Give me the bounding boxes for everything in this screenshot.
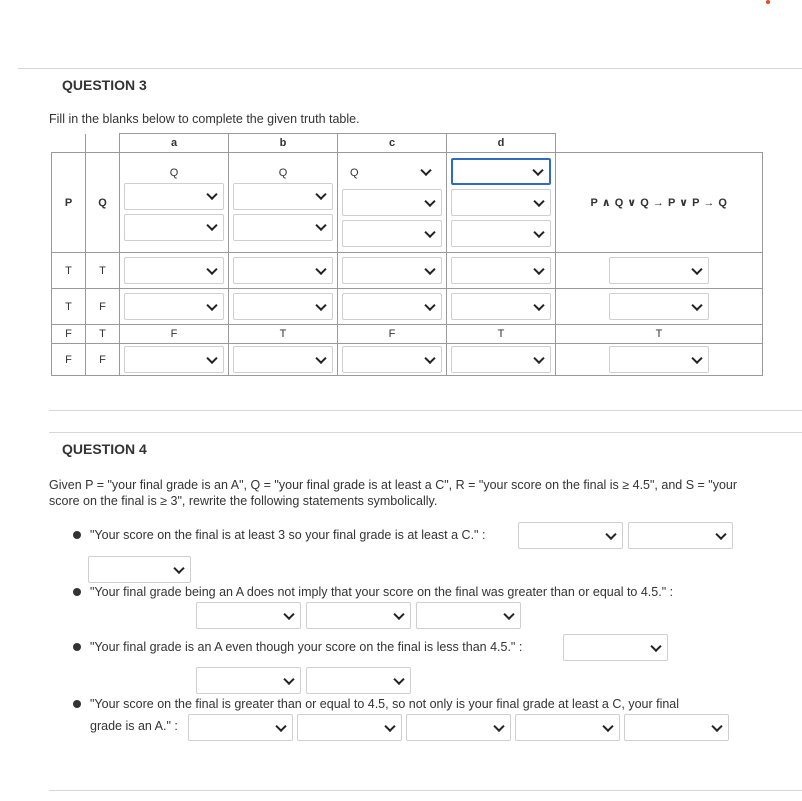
row3-c-value: F (338, 325, 447, 344)
row2-a-dropdown[interactable] (124, 293, 224, 320)
corner-indicator (766, 0, 770, 4)
row4-d-dropdown[interactable] (451, 346, 551, 373)
chevron-down-icon (206, 299, 217, 310)
statement-4-text: "Your score on the final is greater than or equal to 4.5, so not only is your final grade at least a C, your final (90, 697, 680, 711)
header-p: P (52, 153, 86, 253)
s2-dropdown-1[interactable] (196, 602, 301, 629)
question-4-given: Given P = "your final grade is an A", Q = "your final grade is at least a C", R = "your score on the final is ≥ 4.5", and S = "your score on the final is ≥ 3", rewrite the following statements symbolically. (49, 478, 738, 508)
chevron-down-icon (283, 673, 294, 684)
row1-c-dropdown[interactable] (342, 257, 442, 284)
col-letter-b: b (229, 134, 338, 153)
row3-p: F (52, 325, 86, 344)
row4-c-dropdown[interactable] (342, 346, 442, 373)
chevron-down-icon (420, 164, 431, 175)
bullet-icon (73, 700, 81, 708)
chevron-down-icon (206, 189, 217, 200)
s4-dropdown-4[interactable] (515, 714, 620, 741)
row4-p: F (52, 344, 86, 376)
bullet-icon (73, 531, 81, 539)
chevron-down-icon (493, 720, 504, 731)
chevron-down-icon (206, 352, 217, 363)
col-b-dropdown-1[interactable] (233, 183, 333, 210)
chevron-down-icon (384, 720, 395, 731)
row4-a-dropdown[interactable] (124, 346, 224, 373)
s1-dropdown-2[interactable] (628, 522, 733, 549)
chevron-down-icon (424, 263, 435, 274)
chevron-down-icon (283, 608, 294, 619)
col-c-dropdown-2[interactable] (342, 189, 442, 216)
statement-2-text: "Your final grade being an A does not imply that your score on the final was greater than or equal to 4.5." : (90, 585, 674, 599)
chevron-down-icon (691, 263, 702, 274)
s2-dropdown-2[interactable] (306, 602, 411, 629)
chevron-down-icon (602, 720, 613, 731)
s3-dropdown-1[interactable] (563, 634, 668, 661)
row3-b-value: T (229, 325, 338, 344)
row4-b-dropdown[interactable] (233, 346, 333, 373)
row2-q: F (86, 289, 120, 325)
s2-dropdown-3[interactable] (416, 602, 521, 629)
row1-result-dropdown[interactable] (609, 257, 709, 284)
col-c-sub-label: Q (350, 166, 359, 179)
question-3-title: QUESTION 3 (62, 77, 147, 93)
col-d-dropdown-3[interactable] (451, 220, 551, 247)
bullet-icon (73, 588, 81, 596)
col-c-dropdown-1[interactable] (365, 158, 437, 185)
col-d-dropdown-2[interactable] (451, 189, 551, 216)
statement-1-text: "Your score on the final is at least 3 so your final grade is at least a C." : (90, 528, 486, 542)
row4-result-dropdown[interactable] (609, 346, 709, 373)
s4-dropdown-1[interactable] (188, 714, 293, 741)
chevron-down-icon (533, 195, 544, 206)
chevron-down-icon (691, 299, 702, 310)
chevron-down-icon (315, 220, 326, 231)
chevron-down-icon (206, 220, 217, 231)
chevron-down-icon (532, 164, 543, 175)
divider (49, 790, 802, 791)
chevron-down-icon (650, 640, 661, 651)
col-c-dropdown-3[interactable] (342, 220, 442, 247)
chevron-down-icon (711, 720, 722, 731)
s3-dropdown-3[interactable] (306, 667, 411, 694)
row3-result-value: T (556, 325, 763, 344)
col-letter-a: a (120, 134, 229, 153)
col-b-dropdown-2[interactable] (233, 214, 333, 241)
chevron-down-icon (315, 299, 326, 310)
row1-d-dropdown[interactable] (451, 257, 551, 284)
chevron-down-icon (533, 263, 544, 274)
formula-header: P ∧ Q ∨ Q → P ∨ P → Q (590, 197, 728, 209)
row1-b-dropdown[interactable] (233, 257, 333, 284)
row2-result-dropdown[interactable] (609, 293, 709, 320)
statement-4-text-cont: grade is an A." : (90, 719, 178, 733)
bullet-icon (73, 643, 81, 651)
row4-q: F (86, 344, 120, 376)
col-a-dropdown-2[interactable] (124, 214, 224, 241)
question-3-instruction: Fill in the blanks below to complete the given truth table. (49, 112, 360, 126)
chevron-down-icon (275, 720, 286, 731)
chevron-down-icon (315, 189, 326, 200)
chevron-down-icon (424, 195, 435, 206)
chevron-down-icon (424, 299, 435, 310)
col-a-dropdown-1[interactable] (124, 183, 224, 210)
chevron-down-icon (393, 673, 404, 684)
col-letter-d: d (447, 134, 556, 153)
chevron-down-icon (393, 608, 404, 619)
col-a-sub-label: Q (169, 166, 179, 179)
row1-a-dropdown[interactable] (124, 257, 224, 284)
divider (49, 410, 802, 411)
chevron-down-icon (533, 352, 544, 363)
s3-dropdown-2[interactable] (196, 667, 301, 694)
chevron-down-icon (206, 263, 217, 274)
s4-dropdown-5[interactable] (624, 714, 729, 741)
header-q: Q (86, 153, 120, 253)
col-letter-c: c (338, 134, 447, 153)
row1-q: T (86, 253, 120, 289)
row3-q: T (86, 325, 120, 344)
question-4-title: QUESTION 4 (62, 441, 147, 457)
chevron-down-icon (424, 352, 435, 363)
chevron-down-icon (605, 528, 616, 539)
chevron-down-icon (173, 562, 184, 573)
chevron-down-icon (315, 263, 326, 274)
statement-3-text: "Your final grade is an A even though your score on the final is less than 4.5." : (90, 640, 523, 654)
row3-a-value: F (120, 325, 229, 344)
divider (18, 68, 802, 69)
row1-p: T (52, 253, 86, 289)
chevron-down-icon (424, 226, 435, 237)
s1-dropdown-1[interactable] (518, 522, 623, 549)
s1-dropdown-3[interactable] (88, 556, 191, 583)
chevron-down-icon (315, 352, 326, 363)
row2-b-dropdown[interactable] (233, 293, 333, 320)
s4-dropdown-3[interactable] (406, 714, 511, 741)
chevron-down-icon (533, 299, 544, 310)
col-d-dropdown-1[interactable] (451, 158, 551, 185)
row2-p: T (52, 289, 86, 325)
row3-d-value: T (447, 325, 556, 344)
chevron-down-icon (533, 226, 544, 237)
chevron-down-icon (503, 608, 514, 619)
chevron-down-icon (715, 528, 726, 539)
chevron-down-icon (691, 352, 702, 363)
row2-c-dropdown[interactable] (342, 293, 442, 320)
s4-dropdown-2[interactable] (297, 714, 402, 741)
row2-d-dropdown[interactable] (451, 293, 551, 320)
col-b-sub-label: Q (278, 166, 288, 179)
truth-table (51, 133, 763, 376)
divider (49, 432, 802, 433)
